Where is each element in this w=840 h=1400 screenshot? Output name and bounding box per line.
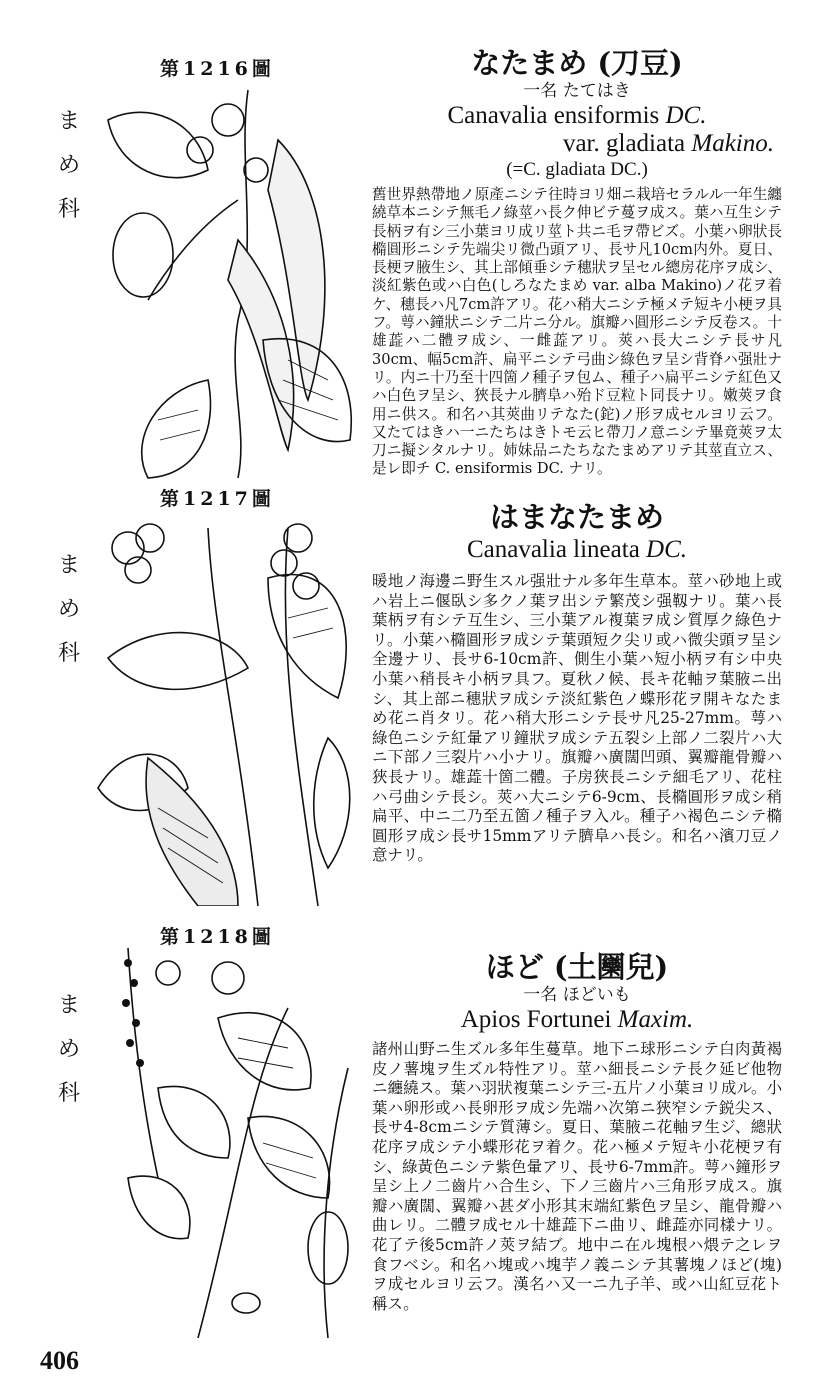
species-author: Maxim. bbox=[617, 1006, 694, 1033]
entry-1216 bbox=[372, 46, 782, 479]
description: 諸州山野ニ生ズル多年生蔓草。地下ニ球形ニシテ白肉黃褐皮ノ薯塊ヲ生ズル特性アリ。莖ハ細長ニシテ長ク延ビ他物ニ纏繞ス。葉ハ羽狀複葉ニシテ三-五片ノ小葉ヨリ成ル。小葉ハ卵形或ハ長卵形ヲ成シ先端ハ次第ニ狹窄シテ鋭尖ス、長サ4-8cmニシテ質薄シ。夏日、葉腋ニ花軸ヲ生ジ、總狀花序ヲ成シテ小蝶形花ヲ着ク。花ハ極メテ短キ小花梗ヲ有シ、綠黃色ニシテ紫色暈アリ、長サ6-7mm許。萼ハ鐘形ヲ呈シ上ノ二齒片ハ合生シ、下ノ三齒片ハ三角形ヲ成ス。旗瓣ハ廣闊、翼瓣ハ甚ダ小形其末端紅紫色ヲ呈シ、龍骨瓣ハ曲レリ。二體ヲ成セル十雄蕋下ニ曲リ、雌蕋亦同樣ナリ。花了テ後5cm許ノ莢ヲ結ブ。地中ニ在ル塊根ハ煨テ之レヲ食フベシ。和名ハ塊或ハ塊芋ノ義ニシテ其薯塊ノほど(塊)ヲ成セルヨリ云フ。漢名ハ又一ニ九子羊、或ハ山紅豆花ト稱ス。 bbox=[372, 1040, 782, 1313]
scientific-name bbox=[372, 536, 782, 564]
figure-label-1218: 第1218圖 bbox=[160, 926, 275, 948]
page-number: 406 bbox=[40, 1346, 79, 1375]
species-name: Canavalia lineata bbox=[466, 536, 640, 563]
species-author: DC. bbox=[665, 102, 707, 129]
illustration-apios-fortunei bbox=[88, 948, 360, 1338]
alternate-name: 一名 ほどいも bbox=[523, 985, 631, 1005]
entry-1218 bbox=[372, 950, 782, 1314]
scientific-name bbox=[372, 1006, 782, 1034]
description: 暖地ノ海邊ニ野生スル强壯ナル多年生草本。莖ハ砂地上或ハ岩上ニ偃臥シ多クノ葉ヲ出シテ繁茂シ强靱ナリ。葉ハ長葉柄ヲ有シテ互生シ、三小葉アル複葉ヲ成シ質厚ク綠色ナリ。小葉ハ橢圓形ヲ成シテ葉頭短ク尖リ或ハ微尖頭ヲ呈シ全邊ナリ、長サ6-10cm許、側生小葉ハ短小柄ヲ有シ中央小葉ハ稍長キ小柄ヲ具フ。夏秋ノ候、長キ花軸ヲ葉腋ニ出シ、其上部ニ穗狀ヲ成シテ淡紅紫色ノ蝶形花ヲ開キなたまめ花ニ肖タリ。花ハ稍大形ニシテ長サ凡25-27mm。萼ハ綠色ニシテ紅暈アリ鐘狀ヲ成シテ五裂シ上部ノ二裂片ハ大ニ下部ノ三裂片ハ小ナリ。旗瓣ハ廣闊凹頭、翼瓣龍骨瓣ハ狹長ナリ。雄蕋十箇二體。子房狹長ニシテ細毛アリ、花柱ハ弓曲シテ長シ。莢ハ大ニシテ6-9cm、長橢圓形ヲ成シ稍扁平、中ニ二乃至五箇ノ種子ヲ入ル。種子ハ褐色ニシテ橢圓形ヲ成シ長サ15mmアリテ臍阜ハ長シ。和名ハ濱刀豆ノ意ナリ。 bbox=[372, 572, 782, 865]
family-label-1217: まめ科 bbox=[57, 553, 80, 666]
species-author: DC. bbox=[646, 536, 688, 563]
figure-label-1216: 第1216圖 bbox=[160, 58, 275, 80]
variety-name bbox=[372, 130, 782, 158]
alternate-name: 一名 たてはき bbox=[523, 81, 631, 101]
variety-author: Makino. bbox=[691, 130, 774, 157]
entry-1217 bbox=[372, 500, 782, 866]
family-label-1218: まめ科 bbox=[57, 993, 80, 1106]
illustration-canavalia-lineata bbox=[88, 508, 360, 906]
scientific-name bbox=[372, 102, 782, 130]
synonym: (=C. gladiata DC.) bbox=[506, 159, 648, 180]
species-name: Apios Fortunei bbox=[460, 1006, 612, 1033]
illustration-canavalia-ensiformis bbox=[88, 80, 360, 480]
variety: var. gladiata bbox=[562, 130, 686, 157]
japanese-name: なたまめ (刀豆) bbox=[471, 46, 683, 80]
japanese-name: ほど (土圞兒) bbox=[485, 950, 669, 984]
family-label-1216: まめ科 bbox=[57, 109, 80, 222]
description: 舊世界熱帶地ノ原產ニシテ往時ヨリ畑ニ栽培セラルル一年生纏繞草本ニシテ無毛ノ綠莖ハ長ク伸ビテ蔓ヲ成ス。葉ハ互生シテ長柄ヲ有シ三小葉ヨリ成リ莖ト共ニ毛ヲ帶ビズ。小葉ハ卵狀長橢圓形ニシテ先端尖リ微凸頭アリ、長サ凡10cm内外。夏日、長梗ヲ腋生シ、其上部傾垂シテ穗狀ヲ呈セル總房花序ヲ成シ、淡紅紫色或ハ白色(しろなたまめ var. alba Makino)ノ花ヲ着ケ、穗長ハ凡7cm許アリ。花ハ稍大ニシテ極メテ短キ小梗ヲ具フ。萼ハ鐘狀ニシテ二片ニ分ル。旗瓣ハ圓形ニシテ反卷ス。十雄蕋ハ二體ヲ成シ、一雌蕋アリ。莢ハ長大ニシテ長サ凡30cm、幅5cm許、扁平ニシテ弓曲シ綠色ヲ呈シ背脊ハ强壯ナリ。内ニ十乃至十四箇ノ種子ヲ包ム、種子ハ扁平ニシテ紅色又ハ白色ヲ呈シ、狹長ナル臍阜ハ殆ド豆粒ト同長ナリ。嫩莢ヲ食用ニ供ス。和名ハ其莢曲リテなた(鉈)ノ形ヲ成セルヨリ云フ。又たてはきハ一ニたちはきトモ云ヒ帶刀ノ意ニシテ畢竟莢ヲ太刀ニ擬シタルナリ。姉妹品ニたちなたまめアリテ其莖直立ス、是レ即チ C. ensiformis DC. ナリ。 bbox=[372, 186, 782, 478]
species-name: Canavalia ensiformis bbox=[447, 102, 660, 129]
figure-label-1217: 第1217圖 bbox=[160, 488, 275, 510]
japanese-name: はまなたまめ bbox=[489, 500, 664, 534]
